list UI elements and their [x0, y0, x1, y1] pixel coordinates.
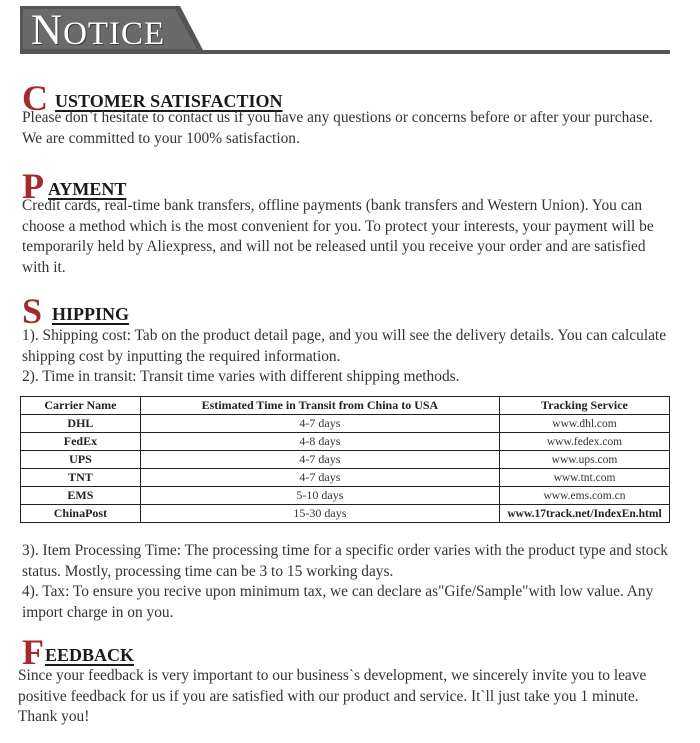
transit-time-text: 2). Time in transit: Transit time varies with different shipping methods.: [22, 368, 460, 385]
heading-text: USTOMER SATISFACTION: [55, 91, 283, 111]
heading-initial: P: [22, 166, 44, 206]
carrier-name: FedEx: [21, 433, 141, 451]
tracking-url: www.fedex.com: [500, 433, 670, 451]
heading-text: AYMENT: [48, 179, 127, 199]
customer-satisfaction-text: Please don`t hesitate to contact us if you have any questions or concerns before or after your purchase. We are committed to your 100% satisfaction.: [22, 109, 653, 147]
carrier-name: EMS: [21, 487, 141, 505]
shipping-notes: [22, 541, 672, 623]
transit-time: 4-7 days: [140, 451, 499, 469]
heading-initial: S: [22, 291, 43, 331]
carrier-name: UPS: [21, 451, 141, 469]
table-row: [21, 505, 670, 523]
processing-time-text: 3). Item Processing Time: The processing time for a specific order varies with the product type and stock status. Mostly, processing time can be 3 to 15 working days.: [22, 542, 668, 580]
carrier-name: DHL: [21, 415, 141, 433]
shipping-heading: [22, 291, 672, 331]
table-row: [21, 469, 670, 487]
column-header-transit-time: Estimated Time in Transit from China to USA: [140, 397, 499, 415]
shipping-cost-text: 1). Shipping cost: Tab on the product detail page, and you will see the delivery details. You can calculate shipping cost by inputting the required information.: [22, 327, 667, 365]
notice-title: [31, 7, 166, 54]
notice-title-rest: OTICE: [63, 16, 166, 52]
tracking-url: www.ups.com: [500, 451, 670, 469]
column-header-tracking: Tracking Service: [500, 397, 670, 415]
shipping-intro: [22, 326, 682, 388]
carrier-name: ChinaPost: [21, 505, 141, 523]
transit-time: 15-30 days: [140, 505, 499, 523]
tax-text: 4). Tax: To ensure you recive upon minimum tax, we can declare as"Gife/Sample"with low value. Any import charge in on you.: [22, 583, 654, 621]
heading-initial: F: [22, 632, 44, 672]
tracking-url: www.dhl.com: [500, 415, 670, 433]
feedback-text: Since your feedback is very important to our business`s development, we sincerely invite you to leave positive feedback for us if you are satisfied with our product and service. It`ll just take you 1 minute. Thank you!: [18, 667, 647, 725]
notice-banner: [0, 0, 700, 60]
heading-text: EEDBACK: [45, 645, 135, 665]
carrier-name: TNT: [21, 469, 141, 487]
payment-text: Credit cards, real-time bank transfers, offline payments (bank transfers and Western Union). You can choose a method which is the most convenient for you. To protect your interests, your payment will be temporarily held by Aliexpress, and will not be released until you receive your order and are satisfied with it.: [22, 197, 654, 276]
heading-initial: C: [22, 78, 48, 118]
column-header-carrier: Carrier Name: [21, 397, 141, 415]
heading-text: HIPPING: [52, 304, 130, 324]
feedback-section: [22, 632, 672, 672]
table-row: [21, 433, 670, 451]
table-row: [21, 487, 670, 505]
table-row: [21, 451, 670, 469]
table-row: [21, 415, 670, 433]
tracking-url: www.17track.net/IndexEn.html: [500, 505, 670, 523]
shipping-section: [22, 291, 672, 331]
tracking-url: www.ems.com.cn: [500, 487, 670, 505]
transit-time: 4-7 days: [140, 469, 499, 487]
notice-title-initial: N: [31, 7, 64, 54]
feedback-heading: [22, 632, 672, 672]
transit-time: 4-8 days: [140, 433, 499, 451]
table-header-row: [21, 397, 670, 415]
tracking-url: www.tnt.com: [500, 469, 670, 487]
carrier-table: [20, 396, 670, 523]
transit-time: 4-7 days: [140, 415, 499, 433]
transit-time: 5-10 days: [140, 487, 499, 505]
